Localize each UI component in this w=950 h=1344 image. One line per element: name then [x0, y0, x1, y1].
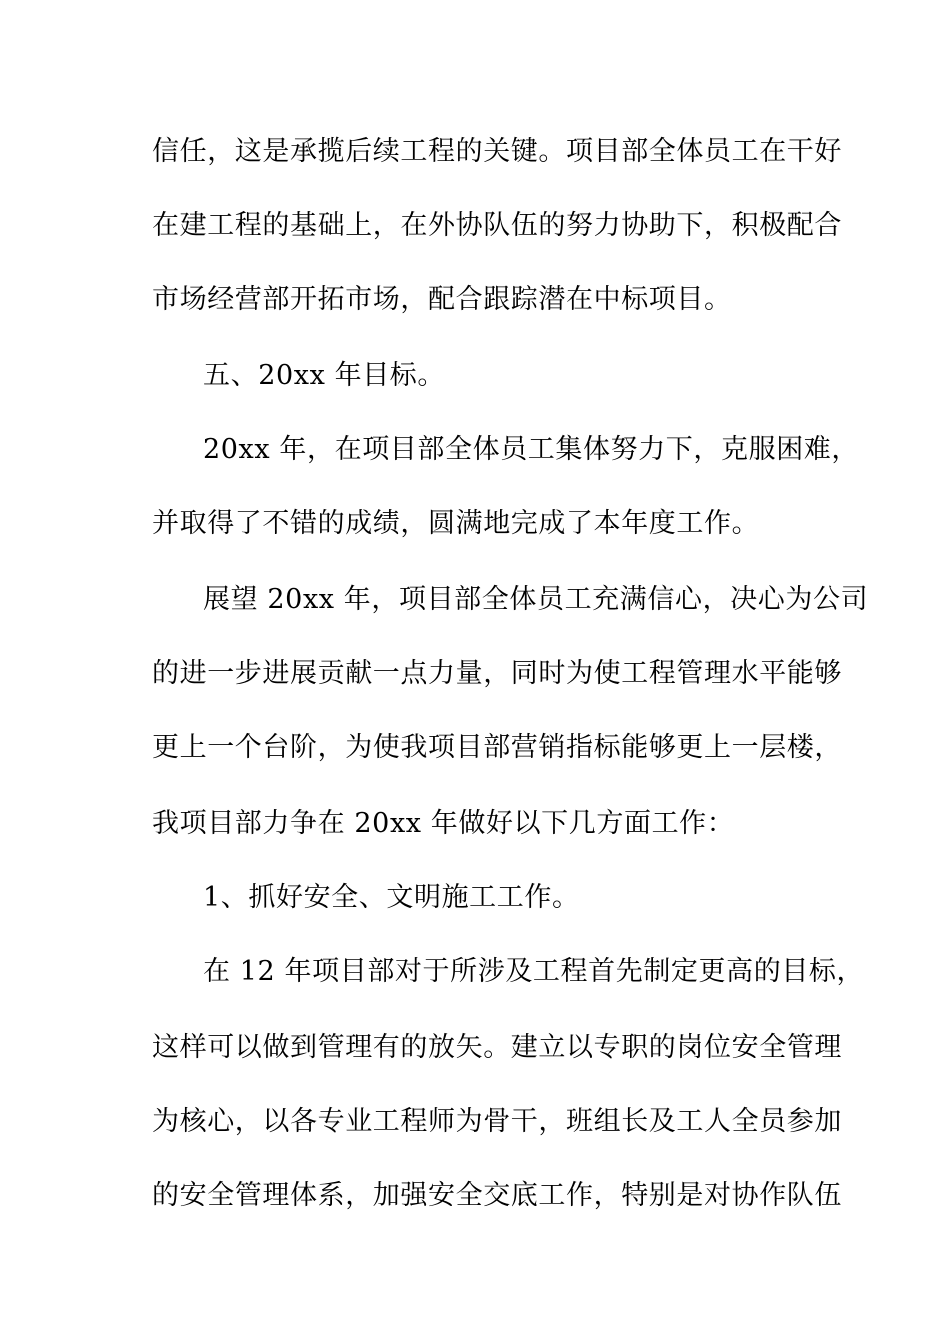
text-line: 在建工程的基础上，在外协队伍的努力协助下，积极配合	[152, 210, 842, 241]
text-line: 我项目部力争在 20xx 年做好以下几方面工作：	[152, 808, 735, 839]
text-line: 更上一个台阶，为使我项目部营销指标能够更上一层楼，	[152, 732, 842, 763]
text-line: 并取得了不错的成绩，圆满地完成了本年度工作。	[152, 508, 760, 539]
text-line: 信任，这是承揽后续工程的关键。项目部全体员工在干好	[152, 136, 842, 167]
text-line: 这样可以做到管理有的放矢。建立以专职的岗位安全管理	[152, 1032, 842, 1063]
section-heading: 五、20xx 年目标。	[203, 360, 445, 391]
text-line: 的安全管理体系，加强安全交底工作，特别是对协作队伍	[152, 1180, 842, 1211]
text-line: 展望 20xx 年，项目部全体员工充满信心，决心为公司	[203, 584, 869, 615]
text-line: 20xx 年，在项目部全体员工集体努力下，克服困难，	[203, 434, 859, 465]
text-line: 为核心，以各专业工程师为骨干，班组长及工人全员参加	[152, 1106, 842, 1137]
subsection-heading: 1、抓好安全、文明施工工作。	[203, 882, 580, 913]
text-line: 在 12 年项目部对于所涉及工程首先制定更高的目标，	[203, 956, 865, 987]
text-line: 市场经营部开拓市场，配合跟踪潜在中标项目。	[152, 284, 732, 315]
text-line: 的进一步进展贡献一点力量，同时为使工程管理水平能够	[152, 658, 842, 689]
